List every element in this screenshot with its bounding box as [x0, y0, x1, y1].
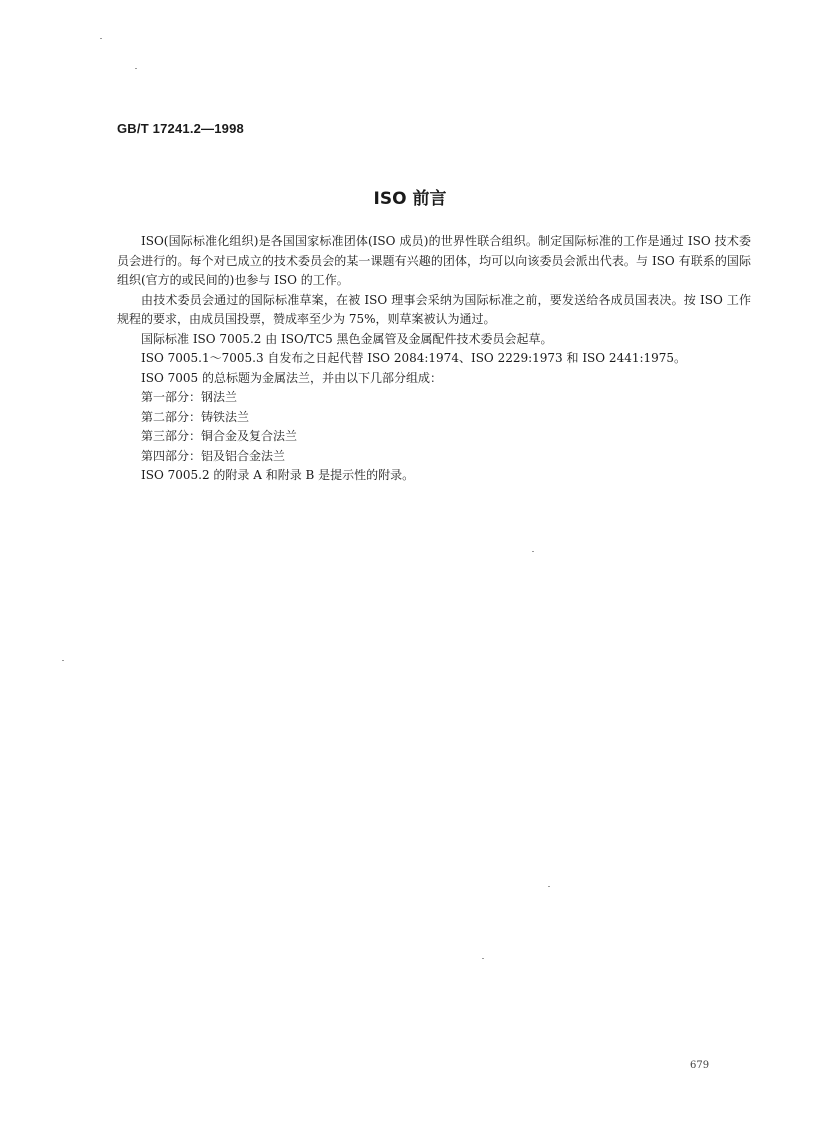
list-item-part-1: 第一部分：钢法兰: [141, 390, 238, 404]
scan-speck: [532, 551, 534, 552]
paragraph-replacement: ISO 7005.1～7005.3 自发布之日起代替 ISO 2084:1974、ISO 2229:1973 和 ISO 2441:1975。: [141, 351, 687, 365]
list-item-part-3: 第三部分：铜合金及复合法兰: [141, 429, 298, 443]
body-text: [117, 232, 751, 486]
page-title: ISO 前言: [373, 189, 447, 209]
scan-speck: [482, 958, 484, 959]
scan-speck: [135, 68, 137, 69]
list-item-part-4: 第四部分：铝及铝合金法兰: [141, 448, 286, 463]
paragraph-general-title: ISO 7005 的总标题为金属法兰，并由以下几部分组成：: [141, 370, 442, 385]
scan-speck: [548, 886, 550, 887]
paragraph-voting: 由技术委员会通过的国际标准草案，在被 ISO 理事会采纳为国际标准之前，要发送给各成员国表决。按 ISO 工作规程的要求，由成员国投票，赞成率至少为 75%，则草案被认为通过。: [117, 292, 751, 326]
paragraph-iso-intro: ISO(国际标准化组织)是各国国家标准团体(ISO 成员)的世界性联合组织。制定国际标准的工作是通过 ISO 技术委员会进行的。每个对已成立的技术委员会的某一课题有兴趣的团体，均可以向该委员会派出代表。与 ISO 有联系的国际组织(官方的或民间的)也参与 ISO 的工作。: [117, 234, 751, 287]
page-number: 679: [690, 1060, 710, 1071]
paragraph-annexes: ISO 7005.2 的附录 A 和附录 B 是提示性的附录。: [141, 468, 415, 482]
standard-number: GB/T 17241.2—1998: [117, 121, 244, 136]
scan-speck: [62, 660, 64, 661]
list-item-part-2: 第二部分：铸铁法兰: [141, 409, 250, 424]
scan-speck: [100, 38, 102, 39]
paragraph-drafting: 国际标准 ISO 7005.2 由 ISO/TC5 黑色金属管及金属配件技术委员会起草。: [141, 331, 553, 346]
